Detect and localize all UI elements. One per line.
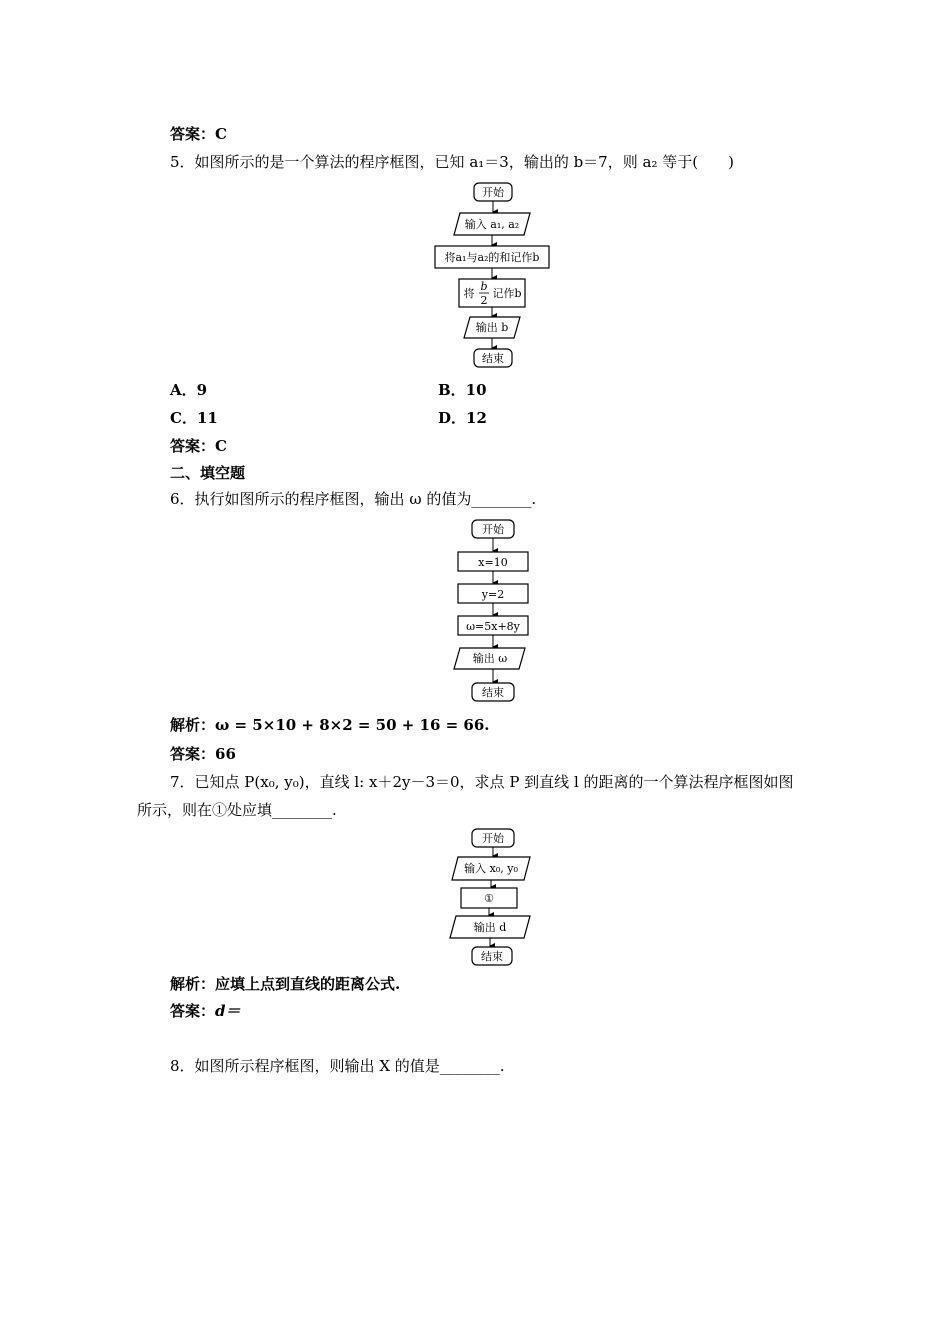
answer-value: C [215, 437, 227, 455]
q7-start-label: 开始 [482, 832, 504, 845]
q5-option-c: C．11 [170, 409, 218, 427]
q5-stem: 5．如图所示的是一个算法的程序框图，已知 a₁＝3，输出的 b＝7，则 a₂ 等于( ) [170, 153, 734, 171]
q6-output-label: 输出 ω [472, 652, 508, 665]
q7-stem-line1: 7．已知点 P(x₀, y₀)，直线 l: x＋2y－3＝0，求点 P 到直线 l 的距离的一个算法程序框图如图 [170, 773, 794, 791]
q5-half-numerator: b [480, 280, 488, 293]
analysis-label: 解析： [170, 975, 216, 993]
q6-step1-label: x=10 [478, 556, 508, 569]
answer-value: d＝ [215, 1002, 241, 1020]
q8-stem: 8．如图所示程序框图，则输出 X 的值是________. [170, 1057, 505, 1075]
q5-end-label: 结束 [482, 352, 504, 365]
answer-value: 66 [215, 745, 236, 763]
q6-step3-label: ω=5x+8y [466, 620, 520, 633]
q5-option-a: A．9 [170, 381, 208, 399]
q6-step2-label: y=2 [481, 588, 505, 601]
q5-input-label: 输入 a₁, a₂ [464, 218, 520, 231]
section-title: 二、填空题 [170, 464, 246, 482]
q7-end-label: 结束 [481, 950, 503, 963]
q5-option-d: D．12 [438, 409, 487, 427]
q7-stem-line2: 所示，则在①处应填________. [137, 801, 337, 819]
analysis-text: ω = 5×10 + 8×2 = 50 + 16 = 66. [215, 716, 490, 734]
q5-option-b: B．10 [438, 381, 487, 399]
q5-half-prefix: 将 [463, 287, 475, 300]
q7-blank-label: ① [484, 892, 494, 905]
analysis-label: 解析： [170, 716, 216, 734]
answer-label: 答案： [170, 437, 216, 455]
answer-label: 答案： [170, 745, 216, 763]
q5-sum-label: 将a₁与a₂的和记作b [444, 251, 540, 264]
q6-start-label: 开始 [482, 523, 504, 536]
answer-label: 答案： [170, 125, 216, 143]
q7-analysis [170, 974, 400, 994]
q5-half-denominator: 2 [480, 294, 488, 307]
q5-half-suffix: 记作b [492, 287, 522, 300]
q5-start-label: 开始 [482, 186, 504, 199]
q5-output-label: 输出 b [475, 321, 509, 334]
answer-label: 答案： [170, 1002, 216, 1020]
answer-value: C [215, 125, 227, 143]
q6-end-label: 结束 [482, 686, 504, 699]
q7-answer [170, 1001, 241, 1021]
analysis-text: 应填上点到直线的距离公式. [215, 975, 401, 993]
q6-stem: 6．执行如图所示的程序框图，输出 ω 的值为________. [170, 490, 537, 508]
q7-output-label: 输出 d [473, 921, 507, 934]
q7-input-label: 输入 x₀, y₀ [464, 862, 518, 875]
